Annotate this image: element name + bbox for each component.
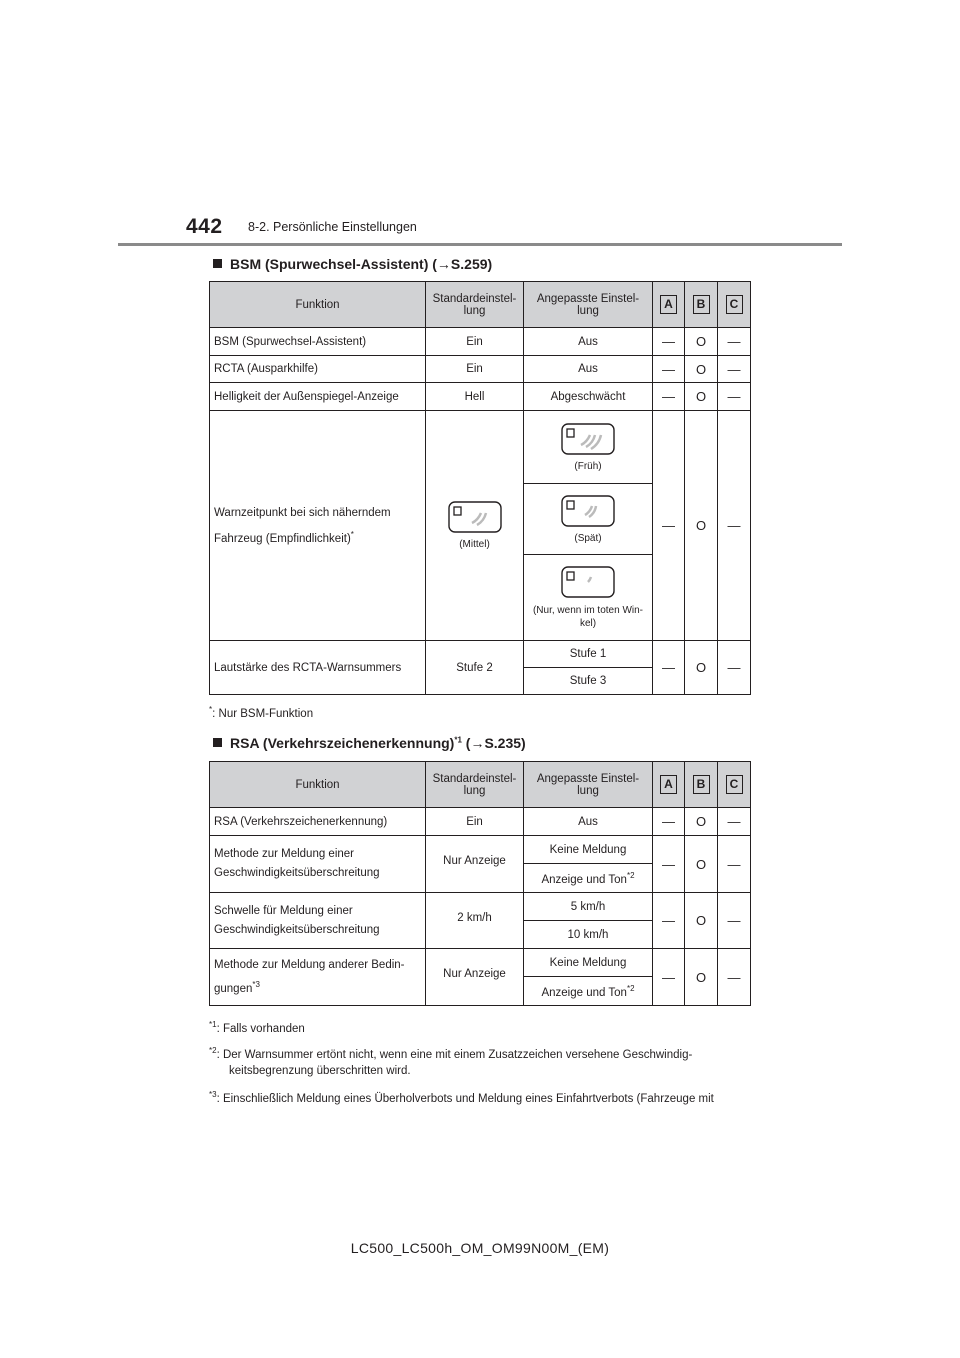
cell-c: — [718,808,751,836]
cell-b: O [685,893,718,949]
footnote-mark: * [350,529,354,539]
rsa-heading-ref: (→S.235) [461,735,526,751]
cell-a: — [653,383,685,411]
rsa-heading [213,735,526,751]
header-standard: Standardeinstel- lung [426,282,524,328]
header-a [653,762,685,808]
mirror-indicator-medium-icon [448,501,502,533]
cell-func: RSA (Verkehrszeichenerkennung) [210,808,426,836]
cell-opt2: Stufe 3 [524,668,653,695]
footnote-text: : Einschließlich Meldung eines Überholverbots und Meldung eines Einfahrtverbots (Fahrzeuge mit [216,1092,714,1105]
footnote-mark: *1 [209,1020,217,1029]
footnote-mark: *2 [626,983,635,993]
cell-func: BSM (Spurwechsel-Assistent) [210,328,426,356]
cell-func [210,893,426,949]
footnote-mark: *2 [626,870,635,880]
opt2-text: Anzeige und Ton [541,986,627,999]
cell-std: Ein [426,356,524,383]
caption-mittel: (Mittel) [459,539,490,550]
cell-a: — [653,836,685,893]
cell-c: — [718,641,751,695]
cell-std: Nur Anzeige [426,836,524,893]
cell-b: O [685,411,718,641]
cell-std-warn [426,411,524,641]
cell-func [210,949,426,1006]
header-funktion: Funktion [210,282,426,328]
cell-c: — [718,383,751,411]
cell-c: — [718,411,751,641]
cell-a: — [653,808,685,836]
cell-std: 2 km/h [426,893,524,949]
bsm-heading [213,256,492,272]
header-c [718,762,751,808]
mirror-indicator-late-icon [561,495,615,527]
cell-func: Lautstärke des RCTA-Warnsummers [210,641,426,695]
cell-a: — [653,893,685,949]
header-b [685,762,718,808]
func-line1: Methode zur Meldung anderer Bedin- [214,958,405,971]
bullet-square-icon [213,738,222,747]
table-row [210,808,751,836]
mirror-indicator-blindspot-icon [561,566,615,598]
rsa-footnote-1 [209,1015,305,1039]
cell-opt-frueh [524,411,653,484]
cell-opt2 [524,977,653,1006]
cell-custom: Aus [524,328,653,356]
header-funktion: Funktion [210,762,426,808]
table-row [210,328,751,356]
caption-spaet: (Spät) [574,532,602,544]
cell-b: O [685,949,718,1006]
cell-opt1: 5 km/h [524,893,653,921]
cell-b: O [685,808,718,836]
cell-func: Helligkeit der Außenspiegel-Anzeige [210,383,426,411]
tag-c: C [726,295,743,314]
footnote-mark: *1 [454,735,462,745]
warn-func-line1: Warnzeitpunkt bei sich näherndem [214,506,391,519]
caption-frueh: (Früh) [574,460,602,472]
cell-custom: Aus [524,808,653,836]
footnote-mark: * [209,705,213,714]
bsm-table [209,281,751,695]
header-standard: Standardeinstel- lung [426,762,524,808]
cell-c: — [718,836,751,893]
cell-custom: Abgeschwächt [524,383,653,411]
cell-custom: Aus [524,356,653,383]
table-header-row [210,762,751,808]
cell-opt2 [524,864,653,893]
bsm-footnote [209,705,313,720]
func-line2: Geschwindigkeitsüberschreitung [214,867,380,879]
cell-std: Stufe 2 [426,641,524,695]
cell-c: — [718,328,751,356]
section-title: 8-2. Persönliche Einstellungen [248,220,417,234]
func-line2: gungen [214,982,253,995]
cell-func-warn [210,411,426,641]
tag-c: C [726,775,743,794]
cell-a: — [653,641,685,695]
cell-std: Nur Anzeige [426,949,524,1006]
cell-a: — [653,411,685,641]
table-row [210,893,751,921]
header-rule [118,243,842,246]
tag-b: B [693,775,710,794]
header-b [685,282,718,328]
header-angepasst: Angepasste Einstel- lung [524,762,653,808]
cell-opt2: 10 km/h [524,921,653,949]
cell-c: — [718,949,751,1006]
tag-b: B [693,295,710,314]
cell-func [210,836,426,893]
table-row [210,383,751,411]
cell-std: Hell [426,383,524,411]
table-row [210,356,751,383]
cell-a: — [653,356,685,383]
cell-opt-toter-winkel [524,555,653,641]
cell-func: RCTA (Ausparkhilfe) [210,356,426,383]
cell-b: O [685,328,718,356]
cell-b: O [685,356,718,383]
tag-a: A [660,775,677,794]
cell-opt-spaet [524,484,653,555]
func-line1: Schwelle für Meldung einer [214,904,353,917]
rsa-heading-text: RSA (Verkehrszeichenerkennung) [230,735,455,751]
cell-b: O [685,383,718,411]
rsa-footnote-3 [209,1085,714,1109]
cell-b: O [685,836,718,893]
cell-opt1: Keine Meldung [524,836,653,864]
cell-c: — [718,356,751,383]
func-line1: Methode zur Meldung einer [214,848,354,860]
footnote-mark: *2 [209,1046,217,1055]
mirror-indicator-early-icon [561,423,615,455]
bsm-heading-text: BSM (Spurwechsel-Assistent) (→S.259) [230,256,493,272]
cell-std: Ein [426,328,524,356]
table-row-volume [210,641,751,668]
cell-c: — [718,893,751,949]
opt2-text: Anzeige und Ton [541,873,627,886]
cell-opt1: Keine Meldung [524,949,653,977]
table-row [210,949,751,977]
page-footer: LC500_LC500h_OM_OM99N00M_(EM) [350,1240,610,1256]
page-number: 442 [186,215,223,238]
tag-a: A [660,295,677,314]
func-line2: Geschwindigkeitsüberschreitung [214,923,380,936]
rsa-table [209,761,751,1006]
table-row [210,836,751,864]
cell-a: — [653,949,685,1006]
header-a [653,282,685,328]
footnote-mark: *3 [252,979,260,989]
cell-a: — [653,328,685,356]
table-header-row [210,282,751,328]
footnote-text: : Nur BSM-Funktion [212,707,314,720]
rsa-footnote-2-cont: keitsbegrenzung überschritten wird. [229,1065,411,1077]
table-row-warn [210,411,751,484]
bullet-square-icon [213,259,222,268]
warn-func-line2: Fahrzeug (Empfindlichkeit) [214,532,351,545]
caption-toter-winkel: (Nur, wenn im toten Win- kel) [532,604,644,629]
footnote-text: : Der Warnsummer ertönt nicht, wenn eine mit einem Zusatzzeichen versehene Geschwindig- [216,1048,693,1061]
footnote-mark: *3 [209,1090,217,1099]
header-angepasst: Angepasste Einstel- lung [524,282,653,328]
header-c [718,282,751,328]
cell-opt1: Stufe 1 [524,641,653,668]
footnote-text: : Falls vorhanden [216,1022,305,1035]
cell-b: O [685,641,718,695]
cell-std: Ein [426,808,524,836]
